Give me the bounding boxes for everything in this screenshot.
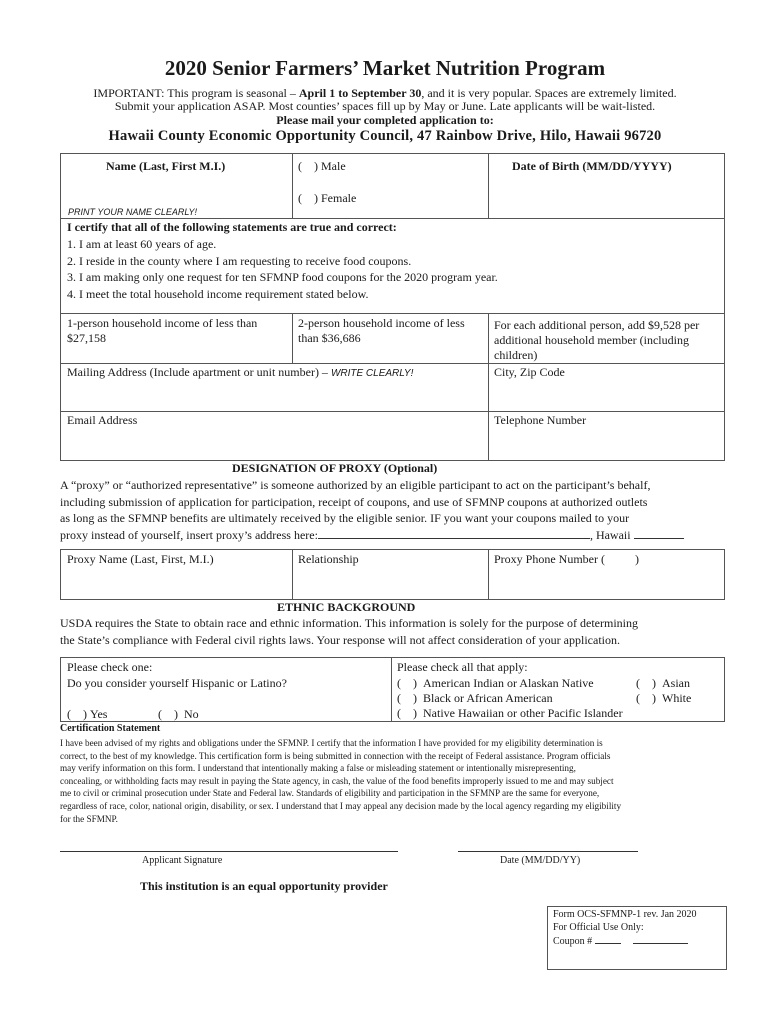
equal-opportunity-statement: This institution is an equal opportunity provider [140, 879, 388, 893]
proxy-name-field[interactable] [64, 568, 288, 596]
proxy-name-label: Proxy Name (Last, First, M.I.) [67, 552, 214, 566]
female-checkbox[interactable]: ( ) Female [298, 191, 357, 205]
submit-notice: Submit your application ASAP. Most counties’ spaces fill up by May or June. Late applicants will be wait-listed. [114, 99, 656, 113]
coupon-start-field[interactable] [595, 934, 621, 944]
male-checkbox[interactable]: ( ) Male [298, 159, 346, 173]
proxy-zip-field[interactable] [634, 527, 684, 539]
certify-item: 2. I reside in the county where I am requesting to receive food coupons. [67, 253, 412, 268]
print-clearly-note: PRINT YOUR NAME CLEARLY! [68, 207, 198, 217]
applicant-signature-label: Applicant Signature [142, 855, 223, 866]
certify-list [67, 236, 498, 302]
proxy-address-field[interactable] [318, 527, 590, 539]
ethnic-heading: ETHNIC BACKGROUND [277, 600, 416, 614]
applicant-info-box [60, 153, 725, 461]
black-checkbox[interactable]: ( ) Black or African American [397, 691, 553, 705]
american-indian-checkbox[interactable]: ( ) American Indian or Alaskan Native [397, 676, 594, 690]
city-zip-label: City, Zip Code [494, 365, 565, 379]
email-field[interactable] [64, 428, 484, 458]
income-additional: For each additional person, add $9,528 per additional household member (including children) [494, 318, 700, 362]
telephone-field[interactable] [492, 428, 720, 458]
mail-instruction: Please mail your completed application to: [276, 113, 494, 127]
hispanic-yes-checkbox[interactable]: ( ) Yes [67, 707, 108, 721]
certification-text: I have been advised of my rights and obligations under the SFMNP. I certify that the information I have provided for my eligibility determination is correct, to the best of my knowledge. This certification form is being submitted in connection with the receipt of Federal assistance. Program officials may verify information on this form. I understand that intentionally making a false or misleading statement or intentionally misrepresenting, concealing, or withholding facts may result in paying the State agency, in cash, the value of the food benefits improperly issued to me and may subject me to civil or criminal prosecution under State and Federal law. Standards of eligibility and participation in the SFMNP are the same for everyone, regardless of race, color, national origin, disability, or sex. I understand that I may appeal any decision made by the local agency regarding my eligibility for the SFMNP. [60, 738, 622, 824]
hispanic-no-checkbox[interactable]: ( ) No [158, 707, 199, 721]
mailing-address-field[interactable] [64, 380, 484, 408]
name-label: Name (Last, First M.I.) [106, 159, 226, 173]
certification-heading: Certification Statement [60, 723, 161, 734]
mailing-address-header: Hawaii County Economic Opportunity Council, 47 Rainbow Drive, Hilo, Hawaii 96720 [108, 128, 662, 144]
check-one-label: Please check one: [67, 660, 153, 674]
relationship-field[interactable] [296, 568, 484, 596]
email-label: Email Address [67, 413, 138, 427]
proxy-heading: DESIGNATION OF PROXY (Optional) [232, 461, 438, 475]
check-all-label: Please check all that apply: [397, 660, 528, 674]
hispanic-question: Do you consider yourself Hispanic or Latino? [67, 676, 287, 690]
proxy-address-line: proxy instead of yourself, insert proxy’s address here: , Hawaii [60, 527, 730, 544]
official-use-label: For Official Use Only: [553, 921, 644, 933]
form-title: 2020 Senior Farmers’ Market Nutrition Program [164, 56, 606, 80]
coupon-line: Coupon # [553, 934, 697, 949]
certify-item: 3. I am making only one request for ten SFMNP food coupons for the 2020 program year. [67, 270, 498, 284]
proxy-phone-label: Proxy Phone Number ( ) [494, 552, 639, 566]
date-line[interactable] [458, 851, 638, 852]
official-use-content [553, 909, 697, 949]
proxy-phone-field[interactable] [492, 568, 720, 596]
name-field[interactable] [298, 176, 484, 190]
city-zip-field[interactable] [492, 380, 720, 408]
dob-label: Date of Birth (MM/DD/YYYY) [512, 159, 672, 173]
hawaiian-checkbox[interactable]: ( ) Native Hawaiian or other Pacific Islander [397, 706, 623, 720]
form-id: Form OCS-SFMNP-1 rev. Jan 2020 [553, 909, 697, 920]
income-one-person: 1-person household income of less than $27,158 [67, 316, 258, 345]
white-checkbox[interactable]: ( ) White [636, 691, 692, 705]
certify-item: 4. I meet the total household income requirement stated below. [67, 286, 369, 301]
certify-item: 1. I am at least 60 years of age. [67, 237, 217, 251]
relationship-label: Relationship [298, 552, 359, 566]
mailing-address-label: Mailing Address (Include apartment or unit number) – WRITE CLEARLY! [67, 365, 414, 379]
coupon-end-field[interactable] [633, 934, 688, 944]
proxy-description: A “proxy” or “authorized representative” is someone authorized by an eligible participant to act on the participant’s behalf, including submission of application for participation, receipt of coupons, and use of SFMNP coupons at authorized outlets as long as the SFMNP benefits are ultimately received by the eligible senior. IF you want your coupons mailed to your proxy instead of yourself, insert proxy’s address here: , Hawaii [60, 477, 730, 543]
certify-heading: I certify that all of the following statements are true and correct: [67, 220, 397, 234]
asian-checkbox[interactable]: ( ) Asian [636, 676, 690, 690]
income-two-person: 2-person household income of less than $36,686 [298, 316, 465, 345]
signature-date-label: Date (MM/DD/YY) [500, 855, 581, 866]
telephone-label: Telephone Number [494, 413, 587, 427]
ethnic-description: USDA requires the State to obtain race and ethnic information. This information is solely for the purpose of determining the State’s compliance with Federal civil rights laws. Your response will not affect consideration of your application. [60, 616, 638, 647]
signature-line[interactable] [60, 851, 398, 852]
important-notice: IMPORTANT: This program is seasonal – April 1 to September 30, and it is very popular. Spaces are extremely limited. [93, 86, 677, 100]
